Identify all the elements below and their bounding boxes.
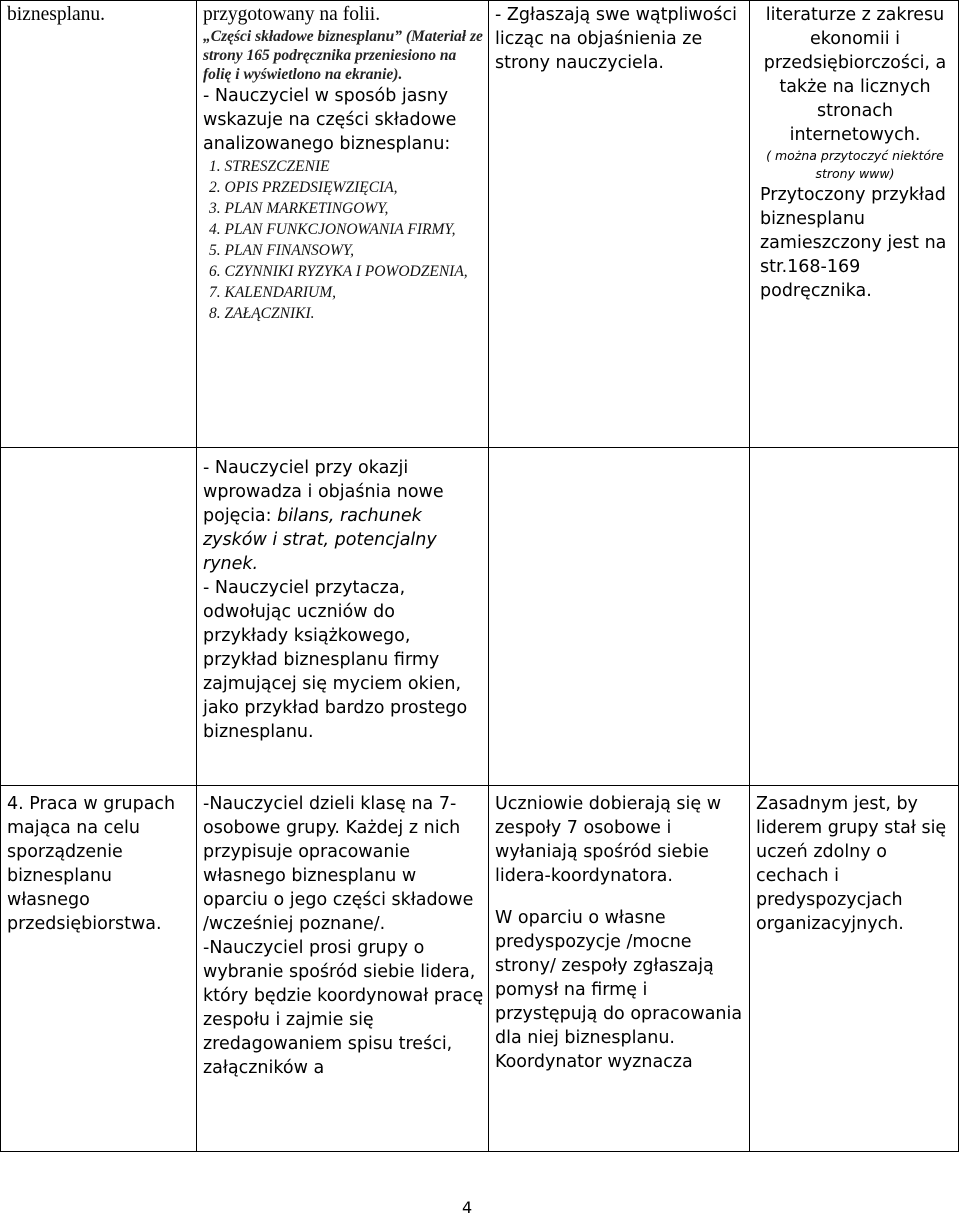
- cell-remarks: [750, 786, 959, 1152]
- table-row: [1, 786, 959, 1152]
- cell-student-activity: [489, 448, 750, 786]
- student-text: W oparciu o własne predyspozycje /mocne strony/ zespoły zgłaszają pomysł na firmę i przystępują do opracowania dla niej biznesplanu. Koordynator wyznacza: [495, 908, 743, 1072]
- remarks-text-2: Przytoczony przykład biznesplanu zamieszczony jest na str.168-169 podręcznika.: [760, 185, 947, 301]
- teacher-paragraph: - Nauczyciel przytacza, odwołując uczniów do przykłady książkowego, przykład biznesplanu firmy zajmującej się myciem okien, jako przykład bardzo prostego biznesplanu.: [203, 578, 468, 742]
- cell-stage: [1, 1, 197, 448]
- cell-student-activity: [489, 786, 750, 1152]
- cell-teacher-activity: [197, 786, 489, 1152]
- list-item: 4. PLAN FUNKCJONOWANIA FIRMY,: [209, 221, 456, 238]
- teacher-paragraph: -Nauczyciel prosi grupy o wybranie spośród siebie lidera, który będzie koordynował pracę zespołu i zajmie się zredagowaniem spisu treści, załączników a: [203, 938, 484, 1078]
- cell-remarks: [750, 448, 959, 786]
- teacher-paragraph: - Nauczyciel w sposób jasny wskazuje na części składowe analizowanego biznesplanu:: [203, 86, 457, 154]
- key-terms: bilans, rachunek zysków i strat, potencjalny rynek.: [203, 506, 437, 574]
- cell-teacher-activity: [197, 1, 489, 448]
- teacher-paragraph: -Nauczyciel dzieli klasę na 7- osobowe grupy. Każdej z nich przypisuje opracowanie własnego biznesplanu w oparciu o jego części składowe /wcześniej poznane/.: [203, 794, 474, 934]
- material-note: „Części składowe biznesplanu” (Materiał ze strony 165 podręcznika przeniesiono na folię i wyświetlono na ekranie).: [203, 28, 483, 83]
- list-item: 5. PLAN FINANSOWY,: [209, 242, 354, 259]
- cell-student-activity: [489, 1, 750, 448]
- list-item: 1. STRESZCZENIE: [209, 158, 330, 175]
- cell-stage: [1, 448, 197, 786]
- list-item: 8. ZAŁĄCZNIKI.: [209, 305, 315, 322]
- list-item: 3. PLAN MARKETINGOWY,: [209, 200, 389, 217]
- cell-stage: [1, 786, 197, 1152]
- table-row: [1, 1, 959, 448]
- teacher-paragraph: [203, 456, 484, 576]
- student-text: - Zgłaszają swe wątpliwości licząc na objaśnienia ze strony nauczyciela.: [495, 5, 737, 73]
- student-text: Uczniowie dobierają się w zespoły 7 osobowe i wyłaniają spośród siebie lidera-koordynatora.: [495, 794, 722, 886]
- paragraph-gap: [495, 888, 745, 906]
- cell-teacher-activity: [197, 448, 489, 786]
- remarks-note: ( można przytoczyć niektóre strony www): [766, 148, 944, 181]
- page-number: 4: [462, 1198, 473, 1217]
- business-plan-parts-list: [203, 156, 484, 324]
- stage-text: biznesplanu.: [7, 4, 106, 25]
- stage-text: 4. Praca w grupach mająca na celu sporządzenie biznesplanu własnego przedsiębiorstwa.: [7, 794, 176, 934]
- table-row: [1, 448, 959, 786]
- teacher-text: - Nauczyciel przy okazji wprowadza i objaśnia nowe pojęcia:: [203, 458, 444, 526]
- teacher-text-line: przygotowany na folii.: [203, 4, 381, 25]
- cell-remarks: [750, 1, 959, 448]
- list-item: 6. CZYNNIKI RYZYKA I POWODZENIA,: [209, 263, 468, 280]
- list-item: 7. KALENDARIUM,: [209, 284, 337, 301]
- list-item: 2. OPIS PRZEDSIĘWZIĘCIA,: [209, 179, 398, 196]
- remarks-text: Zasadnym jest, by liderem grupy stał się uczeń zdolny o cechach i predyspozycjach organizacyjnych.: [756, 794, 947, 934]
- remarks-text: literaturze z zakresu ekonomii i przedsiębiorczości, a także na licznych stronach internetowych.: [763, 5, 947, 145]
